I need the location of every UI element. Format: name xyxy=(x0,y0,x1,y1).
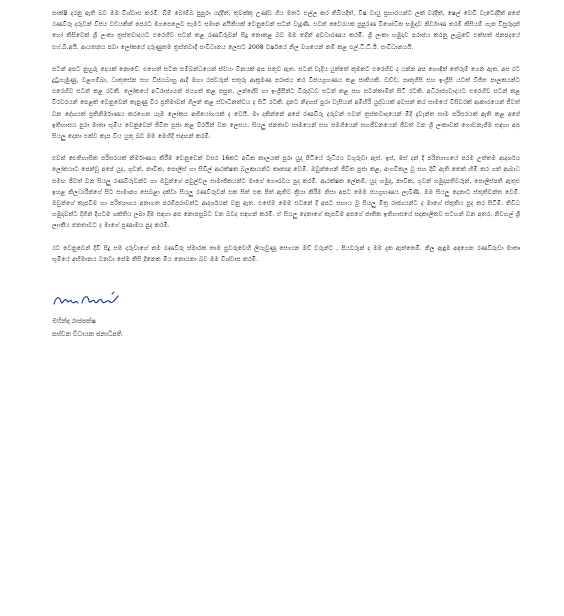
signature-image xyxy=(52,290,122,310)
signer-name: මහින්ද රාජපක්ෂ xyxy=(52,317,96,326)
letter-paragraph-4: රට වෙනුවෙන් දිවි පිදූ සම දරුවාගේ නම රණවිරු ස්මාරක තාම පුවරුවෙහි ලියැවුණු සොයන මව් වරුන්ට , පියවරුන් ද මම දැක ඇත්තෙමි. නිල ඇඳුම අඳගෙන රණවිරුවා මාතෘ භූමියේ අභිමානය වනවා සේම කිසි දිනෙක මිය නොයනා බව මම විශ්වාස කරමි. xyxy=(52,244,520,263)
letter-paragraph-3: එවන් ඓතිහාසික පරිසරයක් නිර්මාණය කිරීම වෙනුවෙන් වසර 16කට අධික කාලයක් පුරා යුද පිටියේ රුධිරය වගුරුවා ඇස්, ඉස්, මස් දන් දී පරිත්‍යාගයේ පරම උත්තම ආදර්ශය ලෝකයාට පෙන්වූ අපේ යුද, ගුවන්, නාවික, පොලිස් හා සිවිල් ආරක්ෂක බලකායන්ට කෘතඥ වෙමි. ඔවුන්ගෙන් ජීවිත පූජා කළ, අංගවිකල වූ සහ දිවි ඇති තෙක් හිමි කර ගත් ආබාධ සමඟ ජීවත් වන සියලු රණවිරුවන්ට හා ඔවුන්ගේ පවුල්වල සාමාජිකයන්ට මාගේ ගෞරවය පුද කරමි. ආරක්ෂක ලේකම්, යුද හමුදා, නාවික, ගුවන් හමුදාපතිවරුන්, පොලිස්පති ඇතුළු ඉහළ නිලධාරීන්ගේ සිට සාමාන්‍ය සෙබළා දක්වා සියලු රණවිරුවන් එක සිත් එක පිත් ඇතිව ක්‍රියා කිරීම නිසා අපට මෙම ජයග්‍රහණය ලැබිණි. මම සියලු දෙනාට ස්තූතිවන්ත වෙමි. ඔවුන්ගේ කැපවීම හා පරිත්‍යාගය අනාගත පරම්පරාවන්ට ආදර්ශයක් වනු ඇත. එසේම මෙම සටනේ දී අපට සහාය වූ සියලු මිත්‍ර රාජ්‍යයන්ට ද මාගේ ස්තූතිය පුද කර සිටිමි. තිවිධ හමුදාවන්ට දිගින් දිගටම ශක්තිය ලබා දීම සඳහා අප නොපසුබට වන බවද සඳහන් කරමි. ඒ සියලු දෙනාගේ කැපවීම අපගේ ජාතික ඉතිහාසයේ සදාකාලිකව සටහන් වන අතර, නිවහල් ශ්‍රී ලාංකීය ජනතාවට ද මාගේ ප්‍රණාමය පුද කරමි. xyxy=(52,155,520,230)
letter-paragraph-2: සටන් අපට නුහුරු දෙයක් නොවේ. එහෙත් සටන සම්බන්ධයෙන් ස්වයං විනයක් අප සතුව ඇත. සටන් වැදිය යුත්තේ කුමකට එරෙහිව ද යන්න අප හොඳින් තේරුම් ගෙන ඇත. අප රට දුටුගැමුණු, වළගම්බා, ධාතුසේන සහ විජයබාහු ආදී මහා රජවරුන් සතුරු ආක්‍රමණ පරාජය කර විජයග්‍රහණය කළ ජාතියකි. ඩච්ච, පෘතුගීසි සහ ඉංග්‍රීසි යටත් විජිත පාලකයන්ට එරෙහිව සටන් කළ රටකි. ලෝකයේ අධිරාජ්‍යයන් ජයගත් කළ පසුත, ලන්දේසි හා ඉංග්‍රීසීන්ට විරුද්ධව සටන් කළ සහ සටන්කාමීන් සිටි රටකි. අධිරාජ්‍යවාදයට එරෙහිව සටන් කළ වීරවරයන් පෙළක් වෙනුවෙන් කැපුණු වීර ප්‍රතිමාවන් ගිලන් කළ ස්වාධීනත්වය ද සිටි රටකි. දැනට නිදහස් පුරා වැසියන් අමිහිරි යුද්ධයක් අවසන් කර සාමයේ විසිවරක් ආකාරයෙන් ජීවත් වන දේශයක් ප්‍රතිනිර්මාණය කරගෙන යෑම ලෝකය අභියෝගයක් ද වෙයි. මා දකින්නේ අපේ රණවිරු දරුවන් එවන් ත්‍රස්තවාදයෙන් මිදී දැවැන්ත සාම පරිසරයක් ඇති කළ අපේ ඉතිහාසය පුරා මාතෘ භූමිය වෙනුවෙන් ජීවිත පූජා කළ වීරයින් වන ලෙසය. සියලු ජනතාව සාමයෙන් සහ සමගියෙන් සහජීවනයෙන් ජීවත් වන ශ්‍රී ලංකාවක් ගොඩනැගීම සඳහා අප සියලු දෙනා එක්ව කැප විය යුතු බව මම මෙහිදී සඳහන් කරමි. xyxy=(52,65,520,141)
letter-paragraph-1: සාක්ෂි දරනු ඇති බව මම විශ්වාස කරමි. බිම් බෝම්බ පුපුරා යද්දීත්, තුවක්කු උණ්ඩ ගිය මතට එල්ල කර තිබියදීත්, විෂ වායු ප්‍රහාරයන්ට ලක් වද්දීත්, ෂෙල් වෙඩි වැටෙද්දීත් අපේ රණවිරු දරුවන් විජය වඩයකින් පෙරට මගපෙලෙව සැමට සමාන අයිතියක් වෙනුවෙන් සටන් වැදුණි. එවන් වෛරයක පුපුරණ විශෝධිත භමුදාව නිර්වාණ තරම් කිසියම් ගැන විසුරුදාන් හෝ කිසිවෙක් ශ්‍රී ලංකා ත්‍රස්තවාදයට එරෙහිව සටන් කළ රණවිරුවන් සිදු නොකළ බව මම තදින් අවධාරණය කරමි. ශ්‍රී ලංකා හමුදාව පරාජය කරනු ලැබුවේ එක්සත් ජනපදයේ එෆ්.බී.අයි. ආයතනය පවා ලෝකයේ දරුණුතම ත්‍රස්තවාදී සංවිධානය ලෙසට 2008 වර්ෂයේ නිල වශයෙන් නම් කළ එල්.ටී.ටී.ඊ. සංවිධානයයි. xyxy=(52,10,520,51)
signer-title: පස්වන විධායක ජනාධිපති xyxy=(52,330,122,339)
